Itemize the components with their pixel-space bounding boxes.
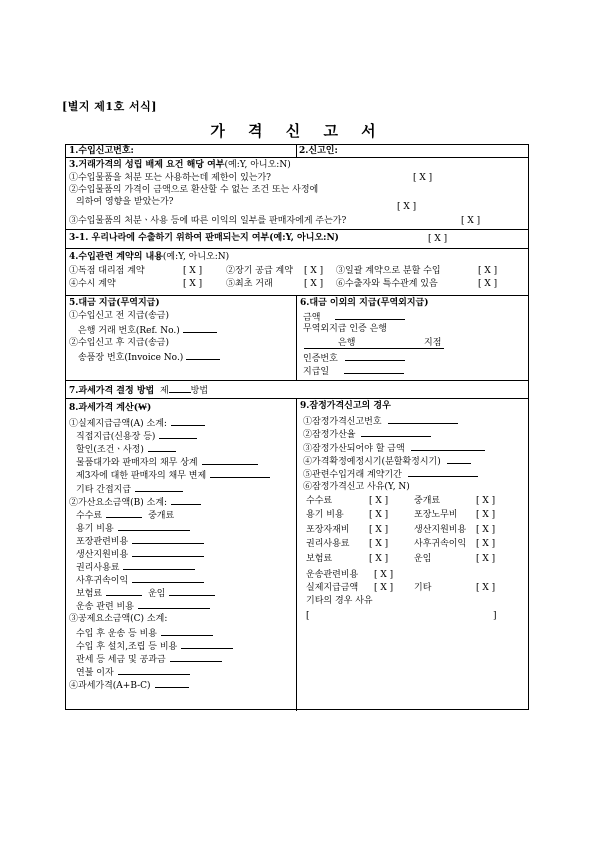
- rule: [66, 295, 528, 296]
- cert-no-field[interactable]: [345, 352, 405, 361]
- sec5-heading: 5.대금 지급(무역지급): [69, 298, 160, 308]
- rule: [66, 380, 528, 381]
- amount-field[interactable]: [118, 522, 190, 531]
- sec8-item: 제3자에 대한 판매자의 채무 변제: [76, 469, 270, 482]
- contract-related-checkbox[interactable]: [ X ]: [478, 279, 498, 289]
- sec9-item: ⑥잠정가격신고 사유(Y, N): [303, 481, 410, 492]
- sec9-item: ③잠정가산되어야 할 금액: [303, 442, 485, 455]
- sec8-item: 권리사용료: [76, 561, 195, 574]
- amount-label: 금액: [303, 311, 405, 324]
- sec8-item: ①실제지급금액(A) 소계:: [69, 417, 205, 430]
- contract-occasional-checkbox[interactable]: [ X ]: [183, 279, 203, 289]
- contract-related: ⑥수출자와 특수관계 있음: [336, 279, 438, 289]
- sec8-item: 물품대가와 판매자의 채무 상계: [76, 456, 258, 469]
- sec31-heading: 3-1. 우리나라에 수출하기 위하여 판매되는지 여부(예:Y, 아니오:N): [69, 233, 339, 243]
- amount-field[interactable]: [171, 496, 201, 505]
- sec8-item: ②가산요소금액(B) 소계:: [69, 496, 201, 509]
- amount-field[interactable]: [132, 548, 204, 557]
- sec3-q3-checkbox[interactable]: [ X ]: [461, 216, 481, 226]
- contract-exclusive: ①독점 대리점 계약: [69, 266, 145, 276]
- sec8-item: 사후귀속이익: [76, 574, 204, 587]
- rule: [66, 157, 528, 158]
- sec8-item: 직접지급(신용장 등): [76, 430, 197, 443]
- sec9-item: ⑤관련수입거래 계약기간: [303, 468, 478, 481]
- amount-field[interactable]: [123, 561, 195, 570]
- sec3-heading: 3.거래가격의 성립 배제 요건 해당 여부(예:Y, 아니오:N): [69, 160, 291, 170]
- pay-date-label: 지급일: [303, 365, 404, 378]
- sec9-item: ①잠정가격신고번호: [303, 415, 458, 428]
- other-reason-open-bracket: [: [306, 611, 310, 621]
- amount-field[interactable]: [335, 311, 405, 320]
- rule: [66, 248, 528, 249]
- sec9-item: ②잠정가산율: [303, 428, 431, 441]
- reason-label: 중개료: [414, 496, 441, 506]
- contract-split: ③일괄 계약으로 분할 수입: [336, 266, 441, 276]
- sec8-item: 수입 후 설치,조립 등 비용: [76, 640, 233, 653]
- sec9-field[interactable]: [388, 415, 458, 424]
- sec8-item: 관세 등 세금 및 공과금: [76, 653, 222, 666]
- sec8-item: ④과세가격(A+B-C): [69, 679, 189, 692]
- price-declaration-form: [65, 144, 529, 710]
- cert-bank-label: 무역외지급 인증 은행: [303, 324, 387, 334]
- annex-label: [별지 제1호 서식]: [62, 100, 157, 113]
- sec4-heading: 4.수입관련 계약의 내용(예:Y, 아니오:N): [69, 252, 230, 262]
- sec3-q2-cont: 의하여 영향을 받았는가?: [76, 197, 174, 207]
- contract-exclusive-checkbox[interactable]: [ X ]: [183, 266, 203, 276]
- other-reason-field[interactable]: [314, 611, 489, 622]
- sec3-q2: ②수입물품의 가격이 금액으로 환산할 수 없는 조건 또는 사정에: [69, 185, 319, 195]
- reason-checkbox[interactable]: [ X ]: [369, 539, 389, 550]
- amount-field[interactable]: [135, 483, 183, 492]
- sec3-q1-checkbox[interactable]: [ X ]: [413, 173, 433, 183]
- sec8-item: 수수료 중개료: [76, 510, 175, 521]
- sec8-item: 포장관련비용: [76, 535, 204, 548]
- sec9-field[interactable]: [447, 455, 471, 464]
- form-title: 가 격 신 고 서: [210, 122, 385, 140]
- divider: [296, 295, 297, 380]
- rule: [66, 229, 528, 230]
- sec8-item: 기타 간접지급: [76, 483, 183, 496]
- contract-longterm-checkbox[interactable]: [ X ]: [304, 266, 324, 276]
- reason-checkbox[interactable]: [ X ]: [476, 553, 496, 564]
- sec9-field[interactable]: [411, 442, 485, 451]
- reason-label: 포장자재비: [306, 524, 350, 535]
- reason-checkbox[interactable]: [ X ]: [369, 510, 389, 521]
- amount-field[interactable]: [181, 640, 233, 649]
- sec9-field[interactable]: [361, 428, 431, 437]
- bank-branch-field[interactable]: 은행 지점: [304, 338, 444, 349]
- reason-label: 생산지원비용: [414, 524, 467, 535]
- cert-no-label: 인증번호: [303, 352, 405, 365]
- pay-date-field[interactable]: [344, 365, 404, 374]
- amount-field[interactable]: [106, 509, 142, 518]
- contract-longterm: ②장기 공급 계약: [226, 266, 293, 276]
- import-number-label: 1.수입신고번호:: [69, 146, 134, 156]
- reporter-label: 2.신고인:: [299, 146, 338, 156]
- sec31-checkbox[interactable]: [ X ]: [428, 234, 448, 244]
- sec6-heading: 6.대금 이외의 지급(무역외지급): [300, 298, 429, 308]
- amount-field[interactable]: [132, 574, 204, 583]
- reason-checkbox[interactable]: [ X ]: [476, 524, 496, 535]
- method-field[interactable]: [169, 384, 191, 393]
- amount-field[interactable]: [159, 430, 197, 439]
- reason-label: 수수료: [306, 496, 333, 506]
- transport-reason-checkbox[interactable]: [ X ]: [374, 570, 394, 580]
- divider: [296, 145, 297, 157]
- reason-label: 권리사용료: [306, 539, 350, 550]
- contract-first: ⑤최초 거래: [226, 279, 273, 289]
- sec3-q1: ①수입물품을 처분 또는 사용하는데 제한이 있는가?: [69, 173, 272, 183]
- sec8-item: 할인(조건ㆍ사정): [76, 443, 176, 456]
- reason-checkbox[interactable]: [ X ]: [476, 496, 496, 506]
- reason-checkbox[interactable]: [ X ]: [476, 510, 496, 521]
- amount-field[interactable]: [171, 417, 205, 426]
- reason-checkbox[interactable]: [ X ]: [476, 539, 496, 550]
- reason-label: 용기 비용: [306, 510, 344, 521]
- amount-field[interactable]: [118, 666, 190, 675]
- other-reason: 기타: [414, 583, 432, 593]
- sec9-field[interactable]: [408, 468, 478, 477]
- amount-field[interactable]: [202, 456, 258, 465]
- sec8-item: 수입 후 운송 등 비용: [76, 627, 213, 640]
- sec3-q3: ③수입물품의 처분ㆍ사용 등에 따른 이익의 일부를 판매자에게 주는가?: [69, 216, 347, 226]
- divider: [296, 398, 297, 711]
- amount-field[interactable]: [210, 469, 270, 478]
- amount-field[interactable]: [155, 679, 189, 688]
- amount-field[interactable]: [169, 587, 215, 596]
- rule: [66, 398, 528, 399]
- sec3-q2-checkbox[interactable]: [ X ]: [397, 202, 417, 212]
- sec8-heading: 8.과세가격 계산(₩): [69, 403, 152, 413]
- contract-first-checkbox[interactable]: [ X ]: [304, 279, 324, 289]
- amount-field[interactable]: [161, 627, 213, 636]
- bank-ref-label: 은행 거래 번호(Ref. No.): [78, 324, 217, 337]
- sec8-item: 보험료 운임: [76, 587, 215, 600]
- pay-after: ②수입신고 후 지급(송금): [69, 338, 169, 348]
- sec8-item: 연불 이자: [76, 666, 190, 679]
- sec7-row: 7.과세가격 결정 방법 제 방법: [69, 386, 209, 396]
- pay-before: ①수입신고 전 지급(송금): [69, 311, 169, 321]
- other-reason-label: 기타의 경우 사유: [306, 596, 373, 606]
- real-pay-reason-checkbox[interactable]: [ X ]: [374, 583, 394, 593]
- amount-field[interactable]: [106, 587, 142, 596]
- sec9-heading: 9.잠정가격신고의 경우: [300, 401, 391, 411]
- sec9-item: ④가격확정예정시기(분할확정시기): [303, 455, 471, 468]
- sec8-item: 용기 비용: [76, 522, 190, 535]
- sec8-item: 운송 관련 비용: [76, 600, 210, 613]
- reason-label: 운임: [414, 553, 432, 564]
- reason-label: 포장노무비: [414, 510, 458, 521]
- reason-checkbox[interactable]: [ X ]: [369, 553, 389, 564]
- reason-label: 사후귀속이익: [414, 539, 467, 550]
- invoice-field[interactable]: [186, 351, 220, 360]
- reason-checkbox[interactable]: [ X ]: [369, 524, 389, 535]
- amount-field[interactable]: [170, 653, 222, 662]
- amount-field[interactable]: [132, 535, 204, 544]
- sec8-item: ③공제요소금액(C) 소계:: [69, 613, 168, 624]
- amount-field[interactable]: [138, 600, 210, 609]
- other-reason-close-bracket: ]: [493, 611, 497, 621]
- amount-field[interactable]: [148, 443, 176, 452]
- other-reason-checkbox[interactable]: [ X ]: [476, 583, 496, 593]
- sec8-item: 생산지원비용: [76, 548, 204, 561]
- contract-split-checkbox[interactable]: [ X ]: [478, 266, 498, 276]
- invoice-label: 송품장 번호(Invoice No.): [78, 351, 220, 364]
- real-pay-reason: 실제지급금액: [306, 583, 359, 593]
- reason-label: 보험료: [306, 553, 333, 564]
- transport-reason: 운송관련비용: [306, 570, 359, 580]
- contract-occasional: ④수시 계약: [69, 279, 116, 289]
- reason-checkbox[interactable]: [ X ]: [369, 496, 389, 506]
- bank-ref-field[interactable]: [183, 324, 217, 333]
